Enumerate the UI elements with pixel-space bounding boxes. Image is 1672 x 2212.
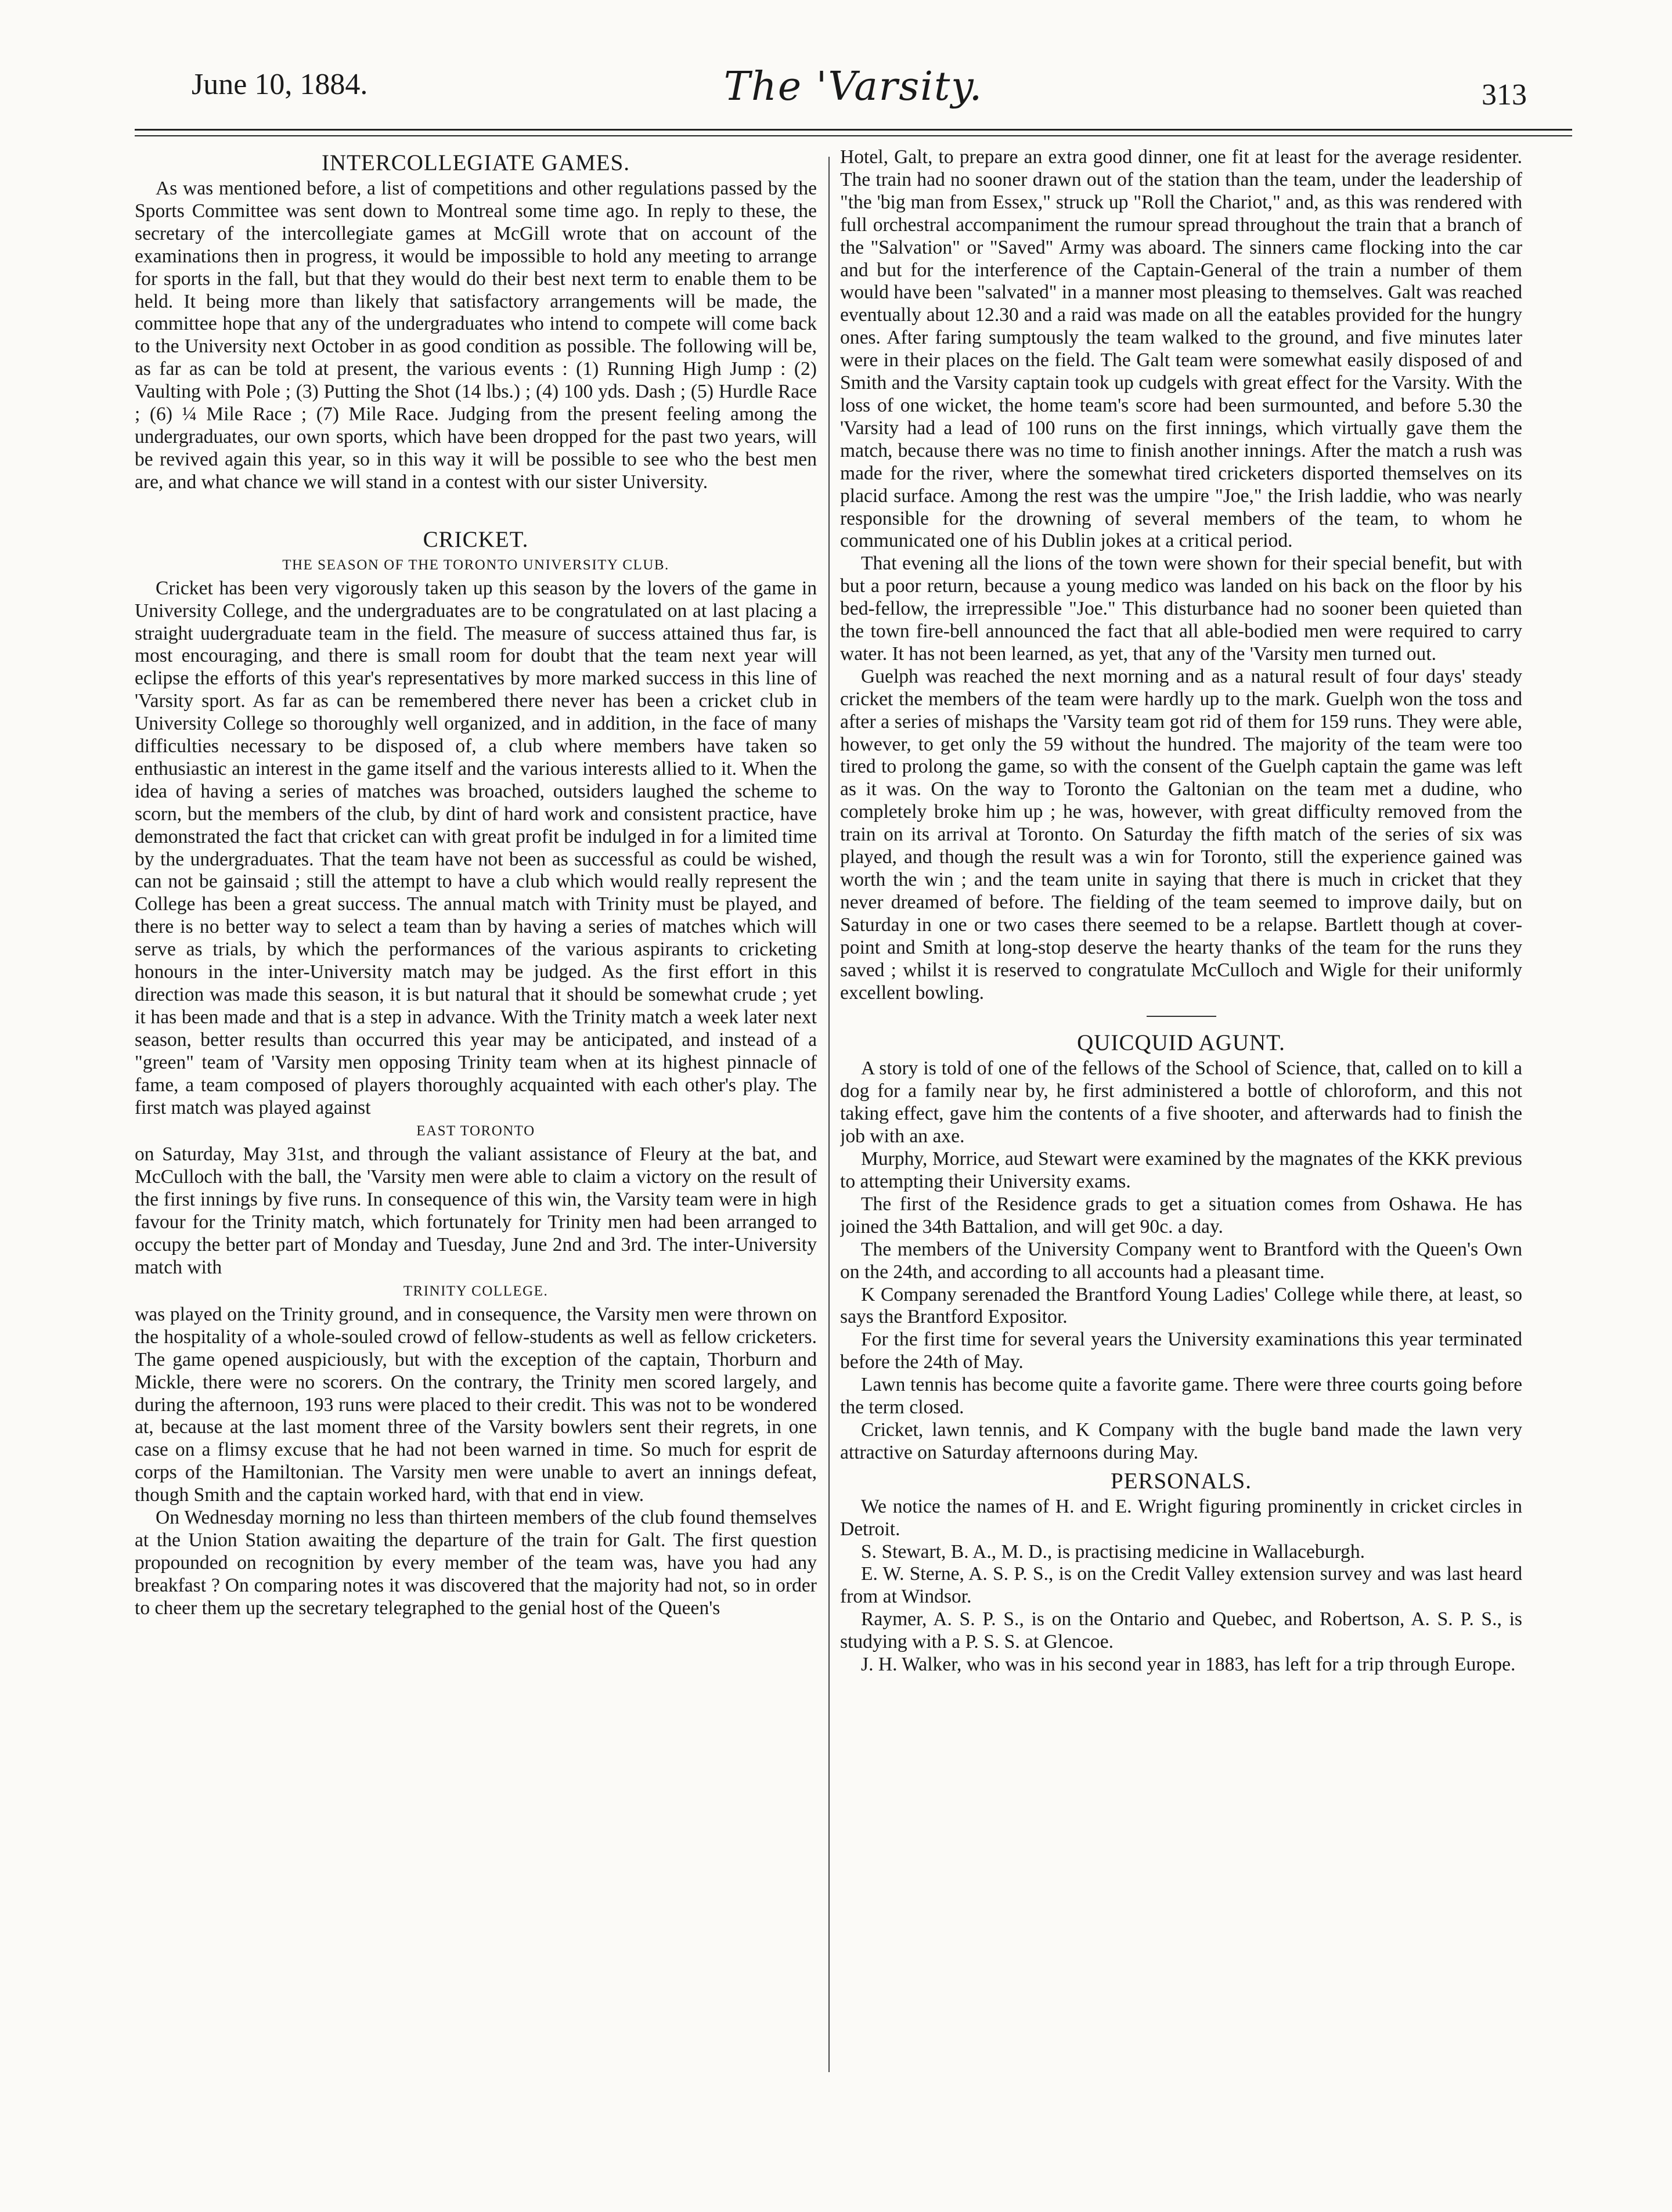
cricket-cont-paragraph-2: That evening all the lions of the town were shown for their special benefit, but with but a poor return, because a young medico was landed on his back on the floor by his bed-fellow, the irrepressible "Joe." This disturbance had no sooner been quieted than the town fire-bell announced the fact that all able-bodied men were required to carry water. It has not been learned, as yet, that any of the 'Varsity men turned out.	[840, 553, 1522, 665]
right-column	[840, 146, 1522, 2079]
quicquid-item: Murphy, Morrice, aud Stewart were examined by the magnates of the KKK previous to attempting their University exams.	[840, 1148, 1522, 1192]
personals-item: E. W. Sterne, A. S. P. S., is on the Credit Valley extension survey and was last heard from at Windsor.	[840, 1563, 1522, 1608]
quicquid-item: For the first time for several years the University examinations this year terminated before the 24th of May.	[840, 1329, 1522, 1373]
quicquid-item: Cricket, lawn tennis, and K Company with the bugle band made the lawn very attractive on Saturday afternoons during May.	[840, 1419, 1522, 1463]
cricket-paragraph-2: on Saturday, May 31st, and through the valiant assistance of Fleury at the bat, and McCulloch with the ball, the 'Varsity men were able to claim a victory on the result of the first innings by five runs. In consequence of this win, the Varsity team were in high favour for the Trinity match, which fortunately for Trinity men had been arranged to occupy the better part of Monday and Tuesday, June 2nd and 3rd. The inter-University match with	[135, 1143, 817, 1278]
quicquid-item: A story is told of one of the fellows of the School of Science, that, called on to kill a dog for a family near by, he first administered a bottle of chloroform, and this not taking effect, gave him the contents of a five shooter, and afterwards had to finish the job with an axe.	[840, 1058, 1522, 1148]
cricket-cont-paragraph-1: Hotel, Galt, to prepare an extra good dinner, one fit at least for the average residenter. The train had no sooner drawn out of the station than the team, under the leadership of "the 'big man from Essex," struck up "Roll the Chariot," and, as this was rendered with full orchestral accompaniment the rumour spread throughout the train that a branch of the "Salvation" or "Saved" Army was aboard. The sinners came flocking into the car and but for the interference of the Captain-General of the train a number of them would have been "salvated" in a manner most pleasing to themselves. Galt was reached eventually about 12.30 and a raid was made on all the eatables provided for the hungry ones. After faring sumptously the team walked to the ground, and five minutes later were in their places on the field. The Galt team were somewhat easily disposed of and Smith and the Varsity captain took up cudgels with great effect for the Varsity. With the loss of one wicket, the home team's score had been surmounted, and before 5.30 the 'Varsity had a lead of 100 runs on the first innings, which virtually gave them the match, because there was no time to finish another innings. After the match a rush was made for the river, where the somewhat tired cricketers disported themselves on its placid surface. Among the rest was the umpire "Joe," the Irish laddie, who was nearly responsible for the drowning of several members of the team, to whom he communicated one of his Dublin jokes at a critical period.	[840, 146, 1522, 552]
cricket-paragraph-4: On Wednesday morning no less than thirteen members of the club found themselves at the Union Station awaiting the departure of the train for Galt. The first question propounded on recognition by every member of the team was, have you had any breakfast ? On comparing notes it was discovered that the majority had not, so in order to cheer them up the secretary telegraphed to the genial host of the Queen's	[135, 1507, 817, 1619]
page-number: 313	[1482, 78, 1527, 111]
personals-item: S. Stewart, B. A., M. D., is practising medicine in Wallaceburgh.	[861, 1540, 1365, 1563]
personals-item: We notice the names of H. and E. Wright figuring prominently in cricket circles in Detroit.	[840, 1495, 1522, 1540]
newspaper-title: The 'Varsity.	[723, 64, 983, 110]
intercollegiate-heading: INTERCOLLEGIATE GAMES.	[321, 150, 630, 175]
quicquid-item: The members of the University Company went to Brantford with the Queen's Own on the 24th, and according to all accounts had a pleasant time.	[840, 1238, 1522, 1283]
cricket-paragraph-3: was played on the Trinity ground, and in consequence, the Varsity men were thrown on the hospitality of a whole-souled crowd of fellow-students as well as fellow cricketers. The game opened auspiciously, but with the exception of the captain, Thorburn and Mickle, there were no scorers. On the contrary, the Trinity men scored largely, and during the afternoon, 193 runs were placed to their credit. This was not to be wondered at, because at the last moment three of the Varsity bowlers sent their regrets, in one case on a flimsy excuse that he had not been warned in time. So much for esprit de corps of the Hamiltonian. The Varsity men were unable to avert an innings defeat, though Smith and the captain worked hard, with that end in view.	[135, 1303, 817, 1506]
trinity-college-subheading: TRINITY COLLEGE.	[403, 1283, 549, 1299]
intercollegiate-paragraph: As was mentioned before, a list of competitions and other regulations passed by the Sports Committee was sent down to Montreal some time ago. In reply to these, the secretary of the intercollegiate games at McGill wrote that on account of the examinations then in progress, it would be impossible to hold any meeting to arrange for sports in the fall, but that they would do their best next term to enable them to be held. It being more than likely that satisfactory arrangements will be made, the committee hope that any of the undergraduates who intend to compete will come back to the University next October in as good condition as possible. The following will be, as far as can be told at present, the various events : (1) Running High Jump : (2) Vaulting with Pole ; (3) Putting the Shot (14 lbs.) ; (4) 100 yds. Dash ; (5) Hurdle Race ; (6) ¼ Mile Race ; (7) Mile Race. Judging from the present feeling among the undergraduates, our own sports, which have been dropped for the past two years, will be revived again this year, so in this way it will be possible to see who the best men are, and what chance we will stand in a contest with our sister University.	[135, 178, 817, 493]
personals-heading: PERSONALS.	[1111, 1468, 1252, 1493]
personals-item: Raymer, A. S. P. S., is on the Ontario and Quebec, and Robertson, A. S. P. S., is studying with a P. S. S. at Glencoe.	[840, 1608, 1522, 1653]
masthead-rule	[135, 129, 1572, 136]
cricket-heading: CRICKET.	[423, 526, 529, 552]
column-divider	[828, 157, 830, 2072]
quicquid-item: The first of the Residence grads to get a situation comes from Oshawa. He has joined the 34th Battalion, and will get 90c. a day.	[840, 1193, 1522, 1237]
cricket-cont-paragraph-3: Guelph was reached the next morning and as a natural result of four days' steady cricket the members of the team were hardly up to the mark. Guelph won the toss and after a series of mishaps the 'Varsity team got rid of them for 159 runs. They were able, however, to get only the 59 without the hundred. The majority of the team were too tired to prolong the game, so with the consent of the Guelph captain the game was left as it was. On the way to Toronto the Galtonian on the team met a dudine, who completely broke him up ; he was, however, with great difficulty removed from the train on its arrival at Toronto. On Saturday the fifth match of the series of six was played, and though the result was a win for Toronto, still the experience gained was worth the win ; and the team unite in saying that there is much in cricket that they never dreamed of before. The fielding of the team seemed to improve daily, but on Saturday in one or two cases there seemed to be a relapse. Bartlett though at cover-point and Smith at long-stop deserve the hearty thanks of the team for the runs they saved ; whilst it is reserved to congratulate McCulloch and Wigle for their uniformly excellent bowling.	[840, 665, 1522, 1004]
quicquid-agunt-heading: QUICQUID AGUNT.	[1077, 1030, 1285, 1056]
cricket-subheading: THE SEASON OF THE TORONTO UNIVERSITY CLUB.	[282, 557, 669, 573]
issue-date: June 10, 1884.	[192, 68, 368, 101]
quicquid-item: Lawn tennis has become quite a favorite game. There were three courts going before the term closed.	[840, 1374, 1522, 1419]
personals-item: J. H. Walker, who was in his second year in 1883, has left for a trip through Europe.	[861, 1654, 1516, 1676]
cricket-paragraph-1: Cricket has been very vigorously taken up this season by the lovers of the game in University College, and the undergraduates are to be congratulated on at last placing a straight uudergraduate team in the field. The measure of success attained thus far, is most encouraging, and there is small room for doubt that the team next year will eclipse the efforts of this year's representatives by more marked success in this line of 'Varsity sport. As far as can be remembered there never has been a cricket club in University College so thoroughly well organized, and in addition, in the face of many difficulties necessary to be disposed of, a club where members have taken so enthusiastic an interest in the game itself and the various interests allied to it. When the idea of having a series of matches was broached, outsiders laughed the scheme to scorn, but the members of the club, by dint of hard work and consistent practice, have demonstrated the fact that cricket can with great profit be indulged in for a limited time by the undergraduates. That the team have not been as successful as could be wished, can not be gainsaid ; still the attempt to have a club which would really represent the College has been a great success. The annual match with Trinity must be played, and there is no better way to select a team than by having a series of matches which will serve as trials, by which the performances of the various aspirants to cricketing honours in the inter-University match may be judged. As the first effort in this direction was made this season, it is but natural that it should be somewhat crude ; yet it has been made and that is a step in advance. With the Trinity match a week later next season, better results than occurred this year may be anticipated, and instead of a "green" team of 'Varsity men opposing Trinity team when at its highest pinnacle of fame, a team composed of players thoroughly acquainted with each other's play. The first match was played against	[135, 577, 817, 1118]
left-column	[135, 146, 817, 2079]
quicquid-item: K Company serenaded the Brantford Young Ladies' College while there, at least, so says the Brantford Expositor.	[840, 1283, 1522, 1328]
section-rule	[1147, 1016, 1216, 1017]
masthead	[134, 64, 1573, 133]
east-toronto-subheading: EAST TORONTO	[416, 1123, 535, 1139]
